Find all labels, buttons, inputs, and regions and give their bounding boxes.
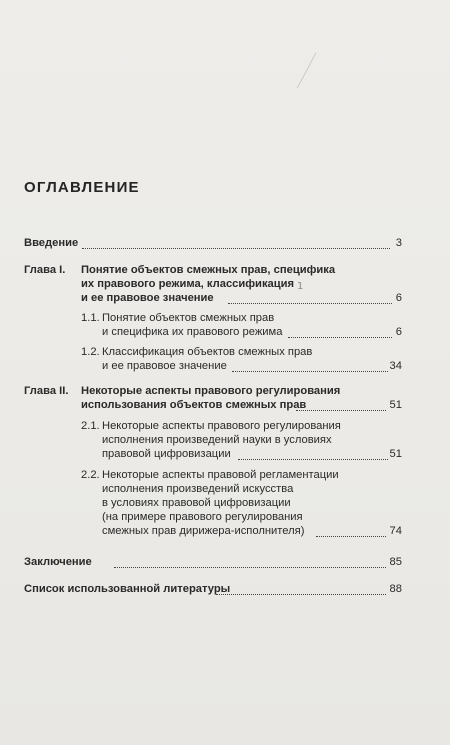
section-2-1-line1: Некоторые аспекты правового регулирования [102,420,341,432]
chapter2-title-line1: Некоторые аспекты правового регулирования [81,385,341,397]
conclusion-leader-dots [114,567,386,568]
section-2-2-line1: Некоторые аспекты правовой регламентации [102,469,339,481]
section-1-1-number: 1.1. [81,312,100,324]
section-2-2-number: 2.2. [81,469,100,481]
chapter1-label: Глава I. [24,264,66,276]
chapter1-leader-dots [228,303,392,304]
section-1-2-leader-dots [232,371,388,372]
conclusion-page: 85 [389,556,402,568]
section-2-2-page: 74 [389,525,402,537]
chapter1-title-line2: их правового режима, классификация [81,278,295,290]
section-1-2-page: 34 [389,360,402,372]
section-2-1-leader-dots [238,459,388,460]
references-leader-dots [216,594,386,595]
chapter1-title-line1: Понятие объектов смежных прав, специфика [81,264,336,276]
intro-label: Введение [24,237,79,249]
toc-title: ОГЛАВЛЕНИЕ [24,179,140,196]
section-1-1-page: 6 [395,326,402,338]
section-2-1-page: 51 [389,448,402,460]
chapter1-title-line3: и ее правовое значение [81,292,214,304]
section-2-2-line2: исполнения произведений искусства [102,483,294,495]
section-2-2-line4: (на примере правового регулирования [102,511,303,523]
section-2-1-number: 2.1. [81,420,100,432]
section-1-1-line2: и специфика их правового режима [102,326,283,338]
intro-leader-dots [82,248,390,249]
section-2-1-line3: правовой цифровизации [102,448,231,460]
section-2-2-line3: в условиях правовой цифровизации [102,497,291,509]
intro-page: 3 [395,237,402,249]
conclusion-label: Заключение [24,556,92,568]
references-page: 88 [389,583,402,595]
chapter2-title-line2: использования объектов смежных прав [81,399,307,411]
section-2-1-line2: исполнения произведений науки в условиях [102,434,332,446]
section-1-2-line1: Классификация объектов смежных прав [102,346,313,358]
chapter1-page: 6 [395,292,402,304]
chapter2-page: 51 [389,399,402,411]
pencil-mark: 1 [297,281,304,292]
pen-stroke-mark [297,52,334,97]
section-1-1-line1: Понятие объектов смежных прав [102,312,275,324]
chapter2-label: Глава II. [24,385,69,397]
references-label: Список использованной литературы [24,583,231,595]
section-1-2-number: 1.2. [81,346,100,358]
section-1-2-line2: и ее правовое значение [102,360,227,372]
section-2-2-line5: смежных прав дирижера-исполнителя) [102,525,305,537]
